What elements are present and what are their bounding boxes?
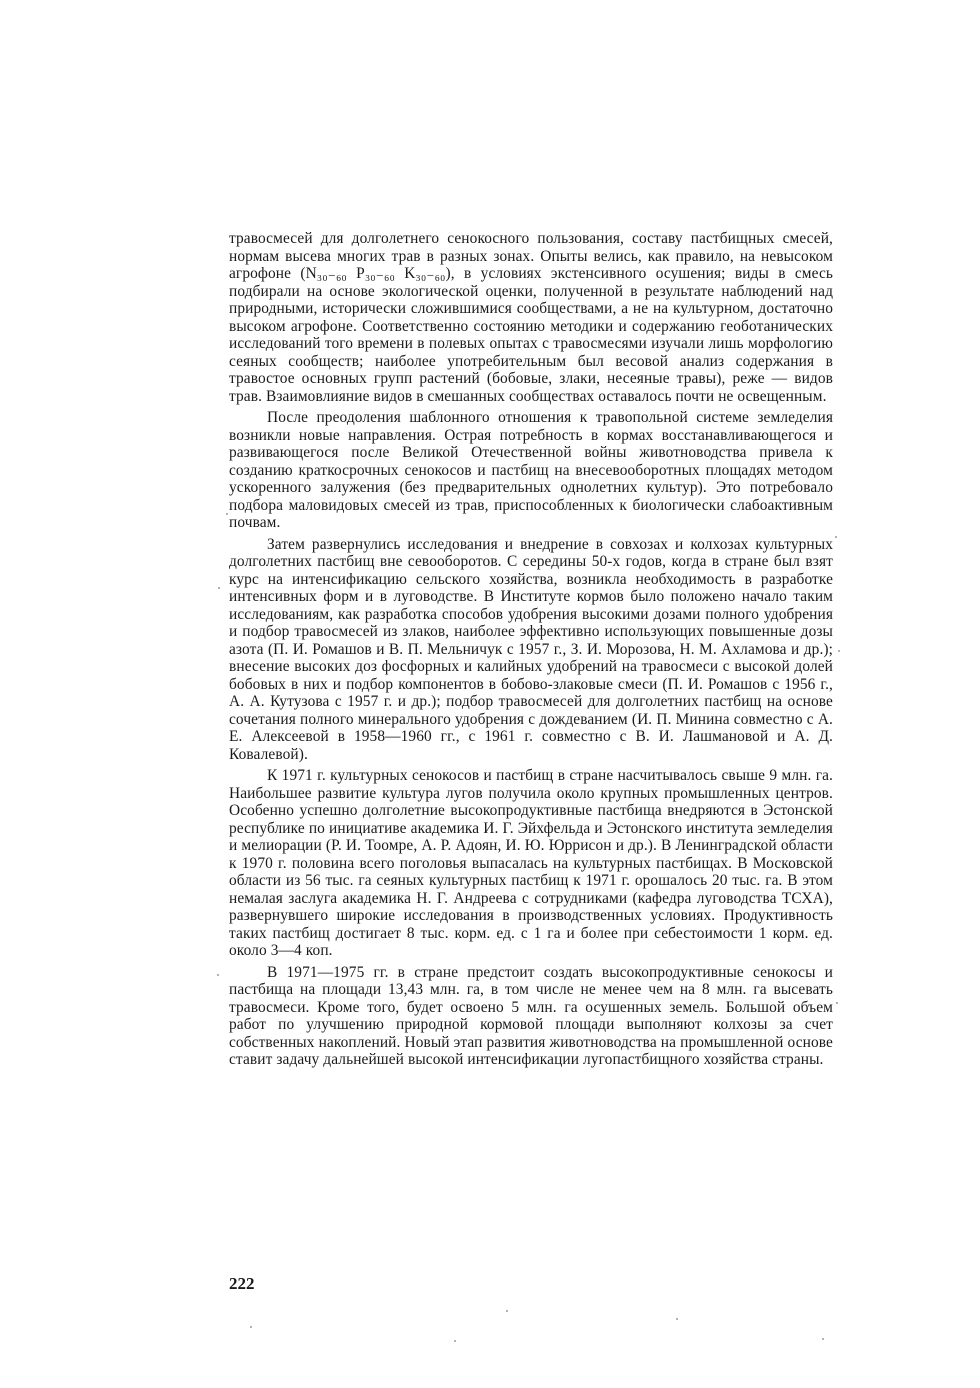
paragraph-3: Затем развернулись исследования и внедрение в совхозах и колхозах культурных долголетних пастбищ вне севооборотов. С середины 50-х годов, когда в стране был взят курс на интенсификацию сельского хозяйства, возникла необходимость в разработке интенсивных форм и в луговодстве. В Институте кормов было положено начало таким исследованиям, как разработка способов удобрения высокими дозами полного удобрения и подбор травосмесей из злаков, наиболее эффективно использующих повышенные дозы азота (П. И. Ромашов и В. П. Мельничук с 1957 г., З. И. Морозова, Н. М. Ахламова и др.); внесение высоких доз фосфорных и калийных удобрений на травосмеси с высокой долей бобовых в них и подбор компонентов в бобово-злаковые смеси (П. И. Ромашов с 1956 г., А. А. Кутузова с 1957 г. и др.); подбор травосмесей для долголетних пастбищ на основе сочетания полного минерального удобрения с дождеванием (И. П. Минина совместно с А. Е. Алексеевой в 1958—1960 гг., с 1961 г. совместно с В. И. Лашмановой и А. Д. Ковалевой). <box>229 535 833 763</box>
scan-speck <box>676 1318 678 1320</box>
scan-speck <box>836 1002 838 1004</box>
body-text <box>229 230 833 1073</box>
paragraph-5: В 1971—1975 гг. в стране предстоит создать высокопродуктивные сенокосы и пастбища на площади 13,43 млн. га, в том числе не менее чем на 8 млн. га высевать травосмеси. Кроме того, будет освоено 5 млн. га осушенных земель. Большой объем работ по улучшению природной кормовой площади выполняют колхозы за счет собственных накоплений. Новый этап развития животноводства на промышленной основе ставит задачу дальнейшей высокой интенсификации лугопастбищного хозяйства страны. <box>229 963 833 1068</box>
scan-speck <box>835 536 837 538</box>
scan-speck <box>250 1326 252 1328</box>
paragraph-4: К 1971 г. культурных сенокосов и пастбищ в стране насчитывалось свыше 9 млн. га. Наибольшее развитие культура лугов получила около крупных промышленных центров. Особенно успешно долголетние высокопродуктивные пастбища внедряются в Эстонской республике по инициативе академика И. Г. Эйхфельда и Эстонского института земледелия и мелиорации (Р. И. Тоомре, А. Р. Адоян, И. Ю. Юррисон и др.). В Ленинградской области к 1970 г. половина всего поголовья выпасалась на культурных пастбищах. В Московской области из 56 тыс. га сеяных культурных пастбищ к 1971 г. орошалось 20 тыс. га. В этом немалая заслуга академика Н. Г. Андреева с сотрудниками (кафедра луговодства ТСХА), развернувшего широкие исследования в производственных условиях. Продуктивность таких пастбищ достигает 8 тыс. корм. ед. с 1 га и более при себестоимости 1 корм. ед. около 3—4 коп. <box>229 767 833 959</box>
paragraph-1: травосмесей для долголетнего сенокосного пользования, составу пастбищных смесей, нормам высева многих трав в разных зонах. Опыты велись, как правило, на невысоком агрофоне (N₃₀₋₆₀ P₃₀₋₆₀ K₃₀₋₆₀), в условиях экстенсивного осушения; виды в смесь подбирали на основе экологической оценки, полученной в результате наблюдений над природными, исторически сложившимися сообществами, а не на культурном, достаточно высоком агрофоне. Соответственно состоянию методики и содержанию геоботанических исследований того времени в полевых опытах с травосмесями изучали лишь морфологию сеяных сообществ; наиболее употребительным был весовой анализ содержания в травостое основных групп растений (бобовые, злаки, несеяные травы), реже — видов трав. Взаимовлияние видов в смешанных сообществах оставалось почти не освещенным. <box>229 230 833 405</box>
scan-speck <box>506 1310 508 1312</box>
scan-speck <box>218 587 220 589</box>
scan-speck <box>454 1340 456 1342</box>
scan-speck <box>838 650 840 652</box>
scan-speck <box>822 1338 824 1340</box>
scan-speck <box>226 513 228 515</box>
paragraph-2: После преодоления шаблонного отношения к травопольной системе земледелия возникли новые направления. Острая потребность в кормах восстанавливающегося и развивающегося после Великой Отечественной войны животноводства привела к созданию краткосрочных сенокосов и пастбищ на внесевооборотных площадях методом ускоренного залужения (без предварительных однолетних культур). Это потребовало подбора маловидовых смесей из трав, приспособленных к биологически слабоактивным почвам. <box>229 409 833 531</box>
scan-speck <box>217 974 219 976</box>
page-number: 222 <box>229 1274 255 1293</box>
